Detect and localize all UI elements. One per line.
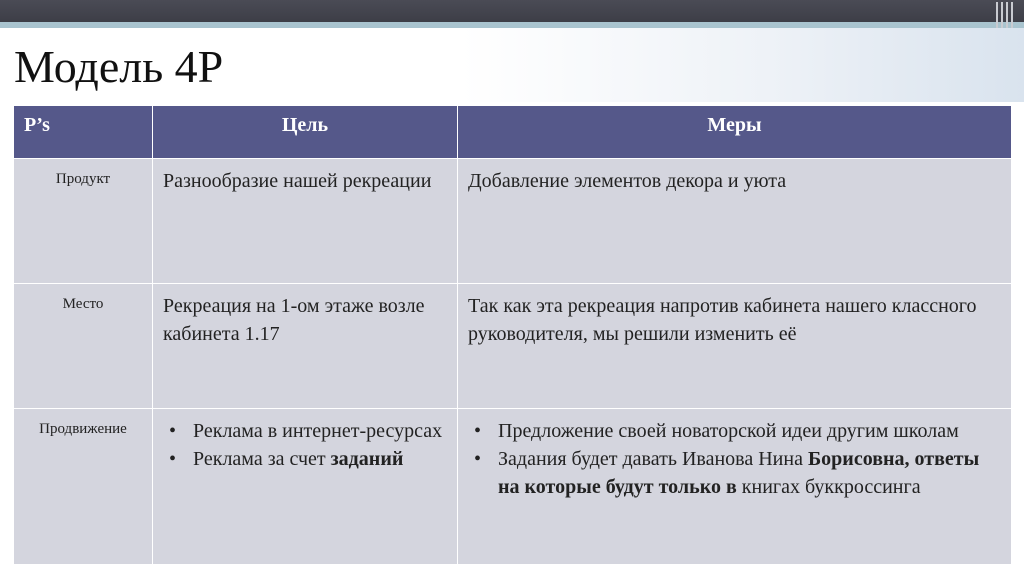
- bullet-item: [163, 445, 447, 473]
- bullet-bold-text: Борисовна, ответы на которые будут только в: [498, 448, 980, 498]
- bullet-text: Реклама в интернет-ресурсах: [193, 420, 443, 442]
- row-label-product: Продукт: [14, 159, 153, 284]
- table-row-product: [14, 159, 1012, 284]
- measures-cell-product: Добавление элементов декора и уюта: [458, 159, 1012, 284]
- top-decor-bar: [0, 0, 1024, 22]
- table-row-place: [14, 284, 1012, 409]
- goal-cell-product: Разнообразие нашей рекреации: [153, 159, 458, 284]
- bullet-bold-text: заданий: [330, 448, 404, 470]
- goal-cell-promotion: [153, 409, 458, 565]
- bullet-tail-text: книгах буккроссинга: [736, 476, 921, 498]
- measures-cell-place: Так как эта рекреация напротив кабинета нашего классного руководителя, мы решили изменить её: [458, 284, 1012, 409]
- bullet-text: Задания будет давать Иванова Нина: [498, 448, 808, 470]
- bullet-item: [163, 417, 447, 445]
- measures-bullet-list: [468, 417, 1001, 501]
- header-ps: P’s: [14, 106, 153, 159]
- header-measures: Меры: [458, 106, 1012, 159]
- bullet-item: [468, 445, 1001, 501]
- slide-title: Модель 4Р: [14, 41, 224, 92]
- goal-cell-place: Рекреация на 1-ом этаже возле кабинета 1.17: [153, 284, 458, 409]
- goal-bullet-list: [163, 417, 447, 473]
- bullet-text: Предложение своей новаторской идеи другим школам: [498, 420, 959, 442]
- row-label-place: Место: [14, 284, 153, 409]
- header-goal: Цель: [153, 106, 458, 159]
- table-row-promotion: [14, 409, 1012, 565]
- row-label-promotion: Продвижение: [14, 409, 153, 565]
- corner-decor-lines: [996, 2, 1018, 28]
- table-header-row: [14, 106, 1012, 159]
- bullet-item: [468, 417, 1001, 445]
- model-4p-table: [13, 105, 1012, 565]
- measures-cell-promotion: [458, 409, 1012, 565]
- bullet-text: Реклама за счет: [193, 448, 331, 470]
